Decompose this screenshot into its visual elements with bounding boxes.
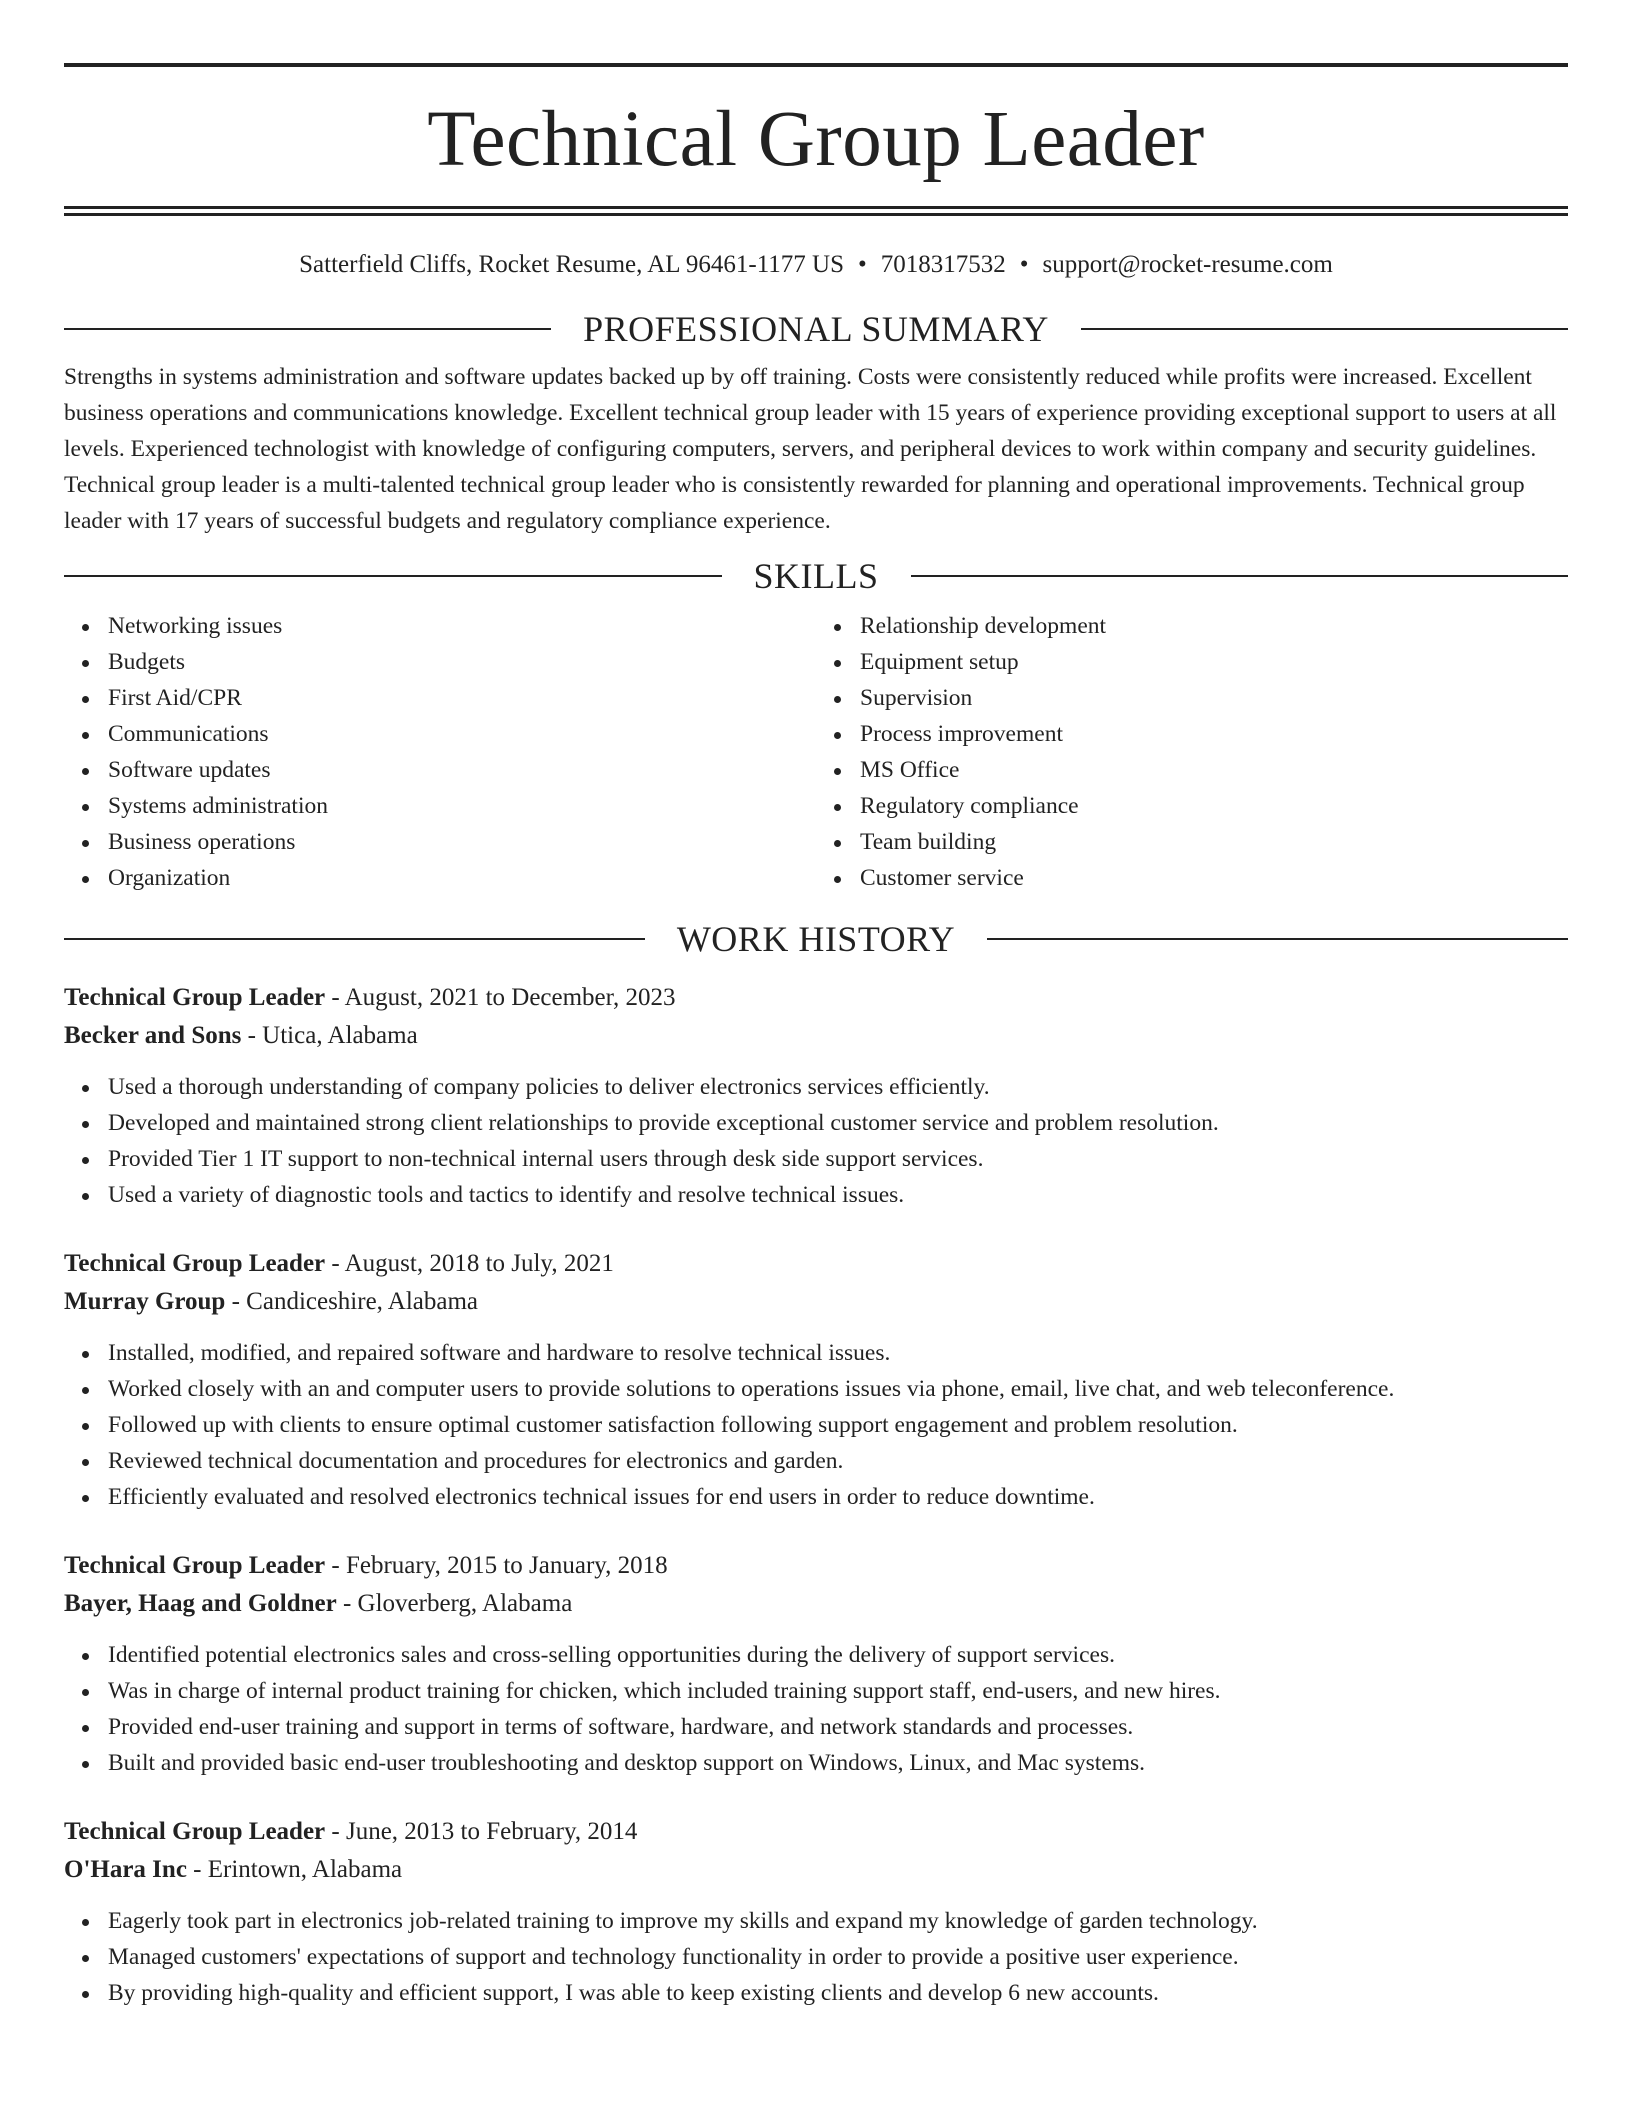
skill-item: Supervision <box>860 680 1568 716</box>
job-bullet: Was in charge of internal product training for chicken, which included training support staff, end-users, and new hires. <box>108 1673 1568 1709</box>
resume-name-heading: Technical Group Leader <box>427 96 1205 183</box>
work-section-title: WORK HISTORY <box>676 919 956 959</box>
job-bullet: Provided Tier 1 IT support to non-technical internal users through desk side support services. <box>108 1141 1568 1177</box>
job-title: Technical Group Leader <box>64 984 326 1011</box>
job-location: - Gloverberg, Alabama <box>336 1590 573 1617</box>
summary-paragraph: Strengths in systems administration and software updates backed up by off training. Costs were consistently reduced while profits were increased. Excellent business operations and communications knowledge. Excellent technical group leader with 15 years of experience providing exceptional support to users at all levels. Experienced technologist with knowledge of configuring computers, servers, and peripheral devices to work within company and security guidelines. Technical group leader is a multi-talented technical group leader who is consistently rewarded for planning and operational improvements. Technical group leader with 17 years of successful budgets and regulatory compliance experience. <box>64 364 1557 534</box>
summary-section-header <box>64 309 1568 349</box>
job-entry <box>64 1245 1568 1515</box>
job-dates: - February, 2015 to January, 2018 <box>325 1552 668 1579</box>
contact-phone: 7018317532 <box>880 251 1006 278</box>
skills-section-title: SKILLS <box>753 556 879 596</box>
skill-item: Systems administration <box>108 788 816 824</box>
job-entry <box>64 979 1568 1213</box>
job-entry <box>64 1813 1568 2011</box>
job-dates: - June, 2013 to February, 2014 <box>325 1818 638 1845</box>
job-title: Technical Group Leader <box>64 1552 326 1579</box>
job-title-line <box>64 1547 1568 1585</box>
skills-column-right <box>816 608 1568 896</box>
job-bullet: Efficiently evaluated and resolved electronics technical issues for end users in order to reduce downtime. <box>108 1479 1568 1515</box>
job-location: - Utica, Alabama <box>241 1022 418 1049</box>
section-rule-right <box>911 575 1569 577</box>
job-company-line <box>64 1283 1568 1321</box>
skills-section-header <box>64 556 1568 596</box>
job-company-line <box>64 1017 1568 1055</box>
job-bullet: Managed customers' expectations of support and technology functionality in order to provide a positive user experience. <box>108 1939 1568 1975</box>
skill-item: Regulatory compliance <box>860 788 1568 824</box>
skill-item: Team building <box>860 824 1568 860</box>
job-title: Technical Group Leader <box>64 1250 326 1277</box>
job-title-line <box>64 1813 1568 1851</box>
job-bullet: Built and provided basic end-user troubleshooting and desktop support on Windows, Linux, and Mac systems. <box>108 1745 1568 1781</box>
job-bullet: Developed and maintained strong client relationships to provide exceptional customer service and problem resolution. <box>108 1105 1568 1141</box>
resume-page <box>64 0 1568 2011</box>
skill-item: Budgets <box>108 644 816 680</box>
skill-item: MS Office <box>860 752 1568 788</box>
skill-item: Business operations <box>108 824 816 860</box>
job-bullet: Identified potential electronics sales and cross-selling opportunities during the delivery of support services. <box>108 1637 1568 1673</box>
job-bullet: Eagerly took part in electronics job-related training to improve my skills and expand my knowledge of garden technology. <box>108 1903 1568 1939</box>
header-double-rule <box>64 206 1568 216</box>
job-bullets <box>64 1335 1568 1515</box>
job-company: Bayer, Haag and Goldner <box>64 1590 337 1617</box>
skills-list <box>64 608 1568 896</box>
job-bullet: Worked closely with an and computer users to provide solutions to operations issues via phone, email, live chat, and web teleconference. <box>108 1371 1568 1407</box>
section-rule-left <box>64 938 645 940</box>
job-location: - Erintown, Alabama <box>186 1856 403 1883</box>
skill-item: Customer service <box>860 860 1568 896</box>
job-bullet: Followed up with clients to ensure optimal customer satisfaction following support engagement and problem resolution. <box>108 1407 1568 1443</box>
job-bullet: Provided end-user training and support in terms of software, hardware, and network standards and processes. <box>108 1709 1568 1745</box>
skill-item: First Aid/CPR <box>108 680 816 716</box>
job-location: - Candiceshire, Alabama <box>225 1288 479 1315</box>
job-dates: - August, 2018 to July, 2021 <box>325 1250 614 1277</box>
skill-item: Communications <box>108 716 816 752</box>
job-company: Becker and Sons <box>64 1022 242 1049</box>
contact-line <box>64 250 1568 280</box>
contact-email: support@rocket-resume.com <box>1042 251 1333 278</box>
skill-item: Equipment setup <box>860 644 1568 680</box>
section-rule-right <box>1081 328 1568 330</box>
job-bullet: Installed, modified, and repaired software and hardware to resolve technical issues. <box>108 1335 1568 1371</box>
job-title-line <box>64 979 1568 1017</box>
job-entry <box>64 1547 1568 1781</box>
section-rule-left <box>64 328 551 330</box>
job-title-line <box>64 1245 1568 1283</box>
work-section-header <box>64 919 1568 959</box>
contact-separator: • <box>1019 251 1029 278</box>
job-bullets <box>64 1903 1568 2011</box>
skill-item: Software updates <box>108 752 816 788</box>
job-bullet: Reviewed technical documentation and procedures for electronics and garden. <box>108 1443 1568 1479</box>
job-title: Technical Group Leader <box>64 1818 326 1845</box>
job-company-line <box>64 1585 1568 1623</box>
contact-address: Satterfield Cliffs, Rocket Resume, AL 96461-1177 US <box>299 251 845 278</box>
job-company: O'Hara Inc <box>64 1856 187 1883</box>
job-company: Murray Group <box>64 1288 226 1315</box>
skill-item: Organization <box>108 860 816 896</box>
section-rule-left <box>64 575 722 577</box>
skill-item: Networking issues <box>108 608 816 644</box>
contact-separator: • <box>858 251 867 278</box>
job-company-line <box>64 1851 1568 1889</box>
summary-section-title: PROFESSIONAL SUMMARY <box>583 309 1049 349</box>
skill-item: Process improvement <box>860 716 1568 752</box>
job-bullet: Used a variety of diagnostic tools and tactics to identify and resolve technical issues. <box>108 1177 1568 1213</box>
skill-item: Relationship development <box>860 608 1568 644</box>
job-bullet: Used a thorough understanding of company policies to deliver electronics services efficiently. <box>108 1069 1568 1105</box>
job-bullets <box>64 1637 1568 1781</box>
job-bullets <box>64 1069 1568 1213</box>
job-bullet: By providing high-quality and efficient support, I was able to keep existing clients and develop 6 new accounts. <box>108 1975 1568 2011</box>
job-dates: - August, 2021 to December, 2023 <box>325 984 676 1011</box>
section-rule-right <box>987 938 1568 940</box>
header-top-rule <box>64 63 1568 67</box>
skills-column-left <box>64 608 816 896</box>
